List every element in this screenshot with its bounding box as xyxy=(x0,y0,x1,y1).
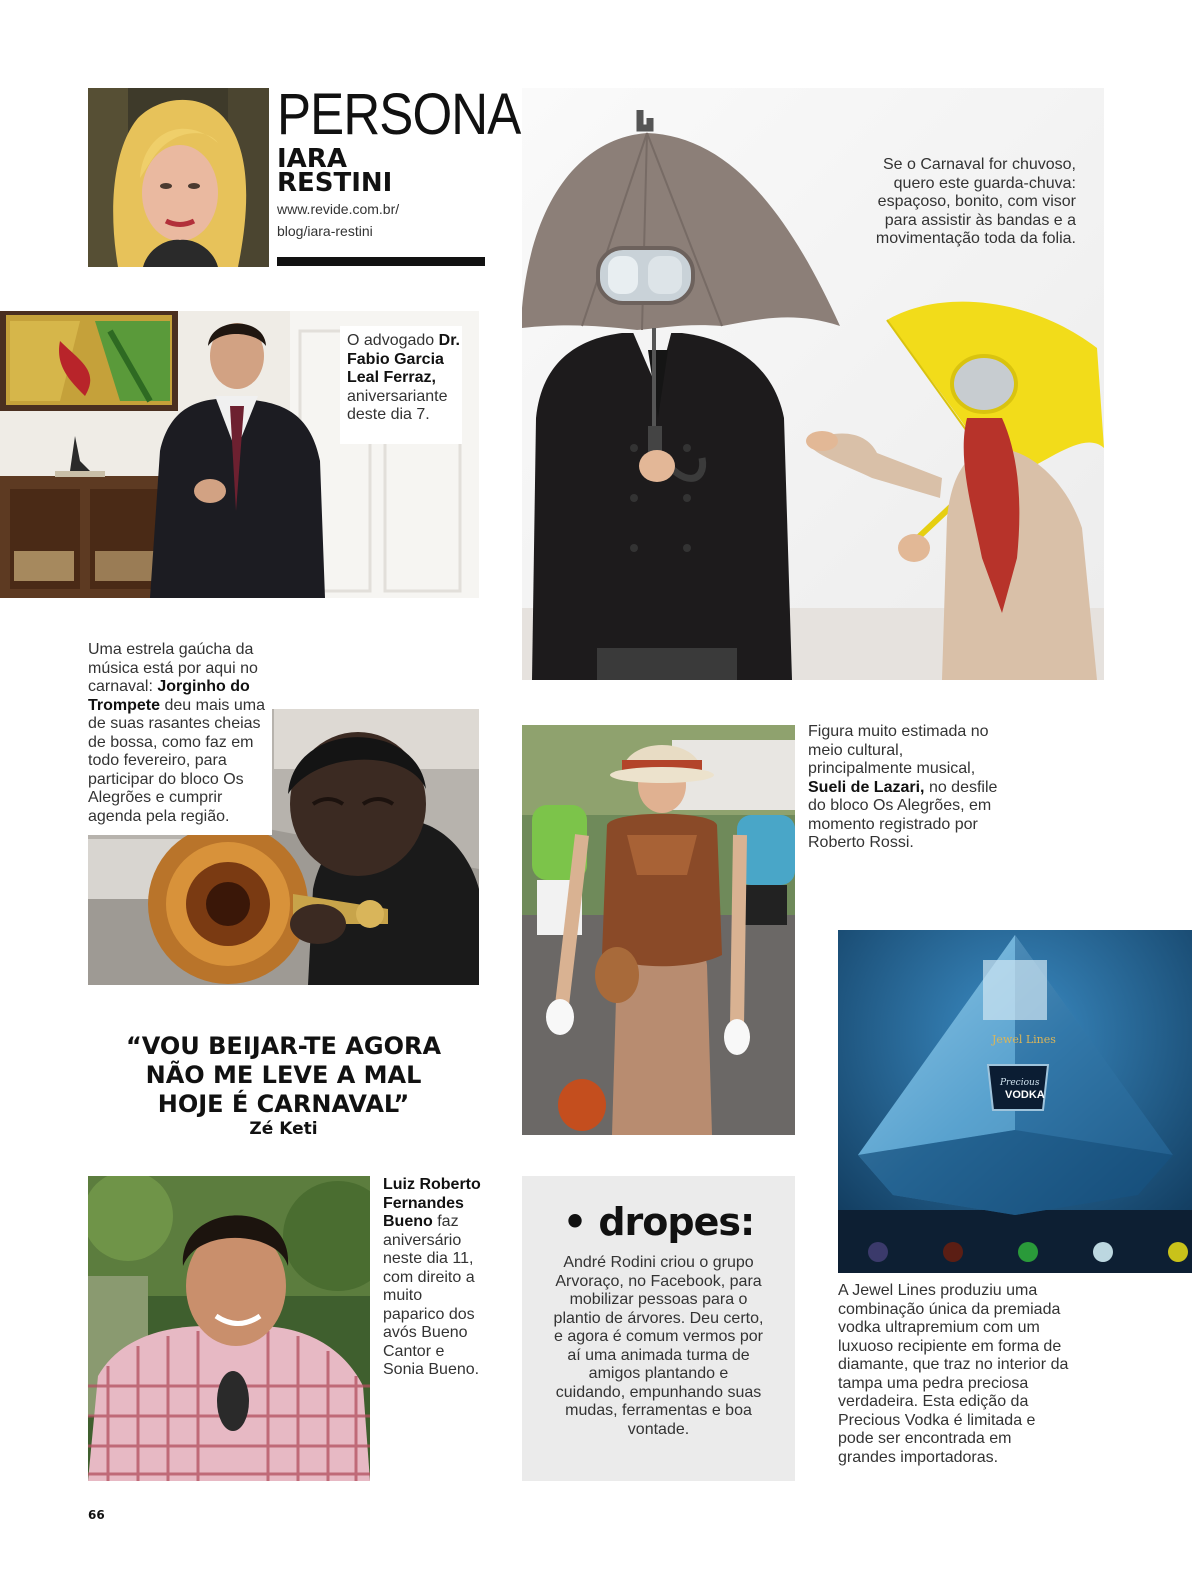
sueli-caption xyxy=(808,723,1008,853)
trumpet-caption-pre: Uma estrela gaúcha da música está por aqui no carnaval: xyxy=(88,641,258,695)
luiz-caption-post: faz aniversário neste dia 11, com direito a muito paparico dos avós Bueno Cantor e Sonia Bueno. xyxy=(383,1213,480,1378)
blog-url-line2[interactable]: blog/iara-restini xyxy=(277,223,373,239)
luiz-caption xyxy=(383,1176,483,1380)
quote-line-1: “VOU BEIJAR-TE AGORA xyxy=(125,1032,442,1060)
columnist-name-last: RESTINI xyxy=(277,168,393,198)
umbrella-caption: Se o Carnaval for chuvoso, quero este guarda-chuva: espaçoso, bonito, com visor para assistir às bandas e a movimentação toda da folia. xyxy=(875,156,1076,247)
vodka-label-brand: VODKA xyxy=(1005,1089,1045,1101)
sueli-photo xyxy=(522,725,795,1135)
dropes-text: André Rodini criou o grupo Arvoraço, no Facebook, para mobilizar pessoas para o plantio de árvores. Deu certo, e agora é comum vermos por aí uma animada turma de amigos plantando e cuidando, empunhando suas mudas, ferramentas e boa vontade. xyxy=(553,1254,764,1438)
page-number: 66 xyxy=(88,1508,105,1522)
vodka-photo xyxy=(838,930,1192,1273)
quote-author: Zé Keti xyxy=(249,1119,318,1139)
trumpet-caption xyxy=(88,641,266,826)
dropes-title: • dropes: xyxy=(562,1200,755,1244)
vodka-caption: A Jewel Lines produziu uma combinação única da premiada vodka ultrapremium com um luxuoso recipiente em forma de diamante, que traz no interior da tampa uma pedra preciosa verdadeira. Esta edição da Precious Vodka é limitada e pode ser encontrada em grandes importadoras. xyxy=(838,1282,1069,1466)
luiz-name: Luiz Roberto Fernandes Bueno xyxy=(383,1176,481,1230)
trumpet-caption-post: deu mais uma de suas rasantes cheias de bossa, como faz em todo fevereiro, para participar do bloco Os Alegrões e cumprir agenda pela região. xyxy=(88,696,265,825)
luiz-photo xyxy=(88,1176,370,1481)
lawyer-name: Dr. Fabio Garcia Leal Ferraz, xyxy=(347,332,460,386)
quote-line-3: HOJE É CARNAVAL” xyxy=(157,1090,410,1118)
blog-url-line1[interactable]: www.revide.com.br/ xyxy=(277,201,400,217)
lawyer-caption-pre: O advogado xyxy=(347,332,435,349)
trumpet-player-name: Jorginho do Trompete xyxy=(88,678,250,714)
lawyer-caption xyxy=(347,332,463,425)
header-rule xyxy=(277,257,485,266)
sueli-caption-pre: Figura muito estimada no meio cultural, principalmente musical, xyxy=(808,723,989,777)
sueli-caption-post: no desfile do bloco Os Alegrões, em momento registrado por Roberto Rossi. xyxy=(808,778,998,851)
lawyer-caption-post: aniversariante deste dia 7. xyxy=(347,387,448,423)
section-title: PERSONA xyxy=(277,82,521,147)
sueli-name: Sueli de Lazari, xyxy=(808,778,925,796)
quote-line-2: NÃO ME LEVE A MAL xyxy=(145,1061,422,1089)
vodka-label-top: Jewel Lines xyxy=(992,1033,1056,1046)
columnist-name-first: IARA xyxy=(277,144,347,174)
vodka-label-script: Precious xyxy=(1000,1078,1040,1088)
columnist-portrait xyxy=(88,88,269,267)
